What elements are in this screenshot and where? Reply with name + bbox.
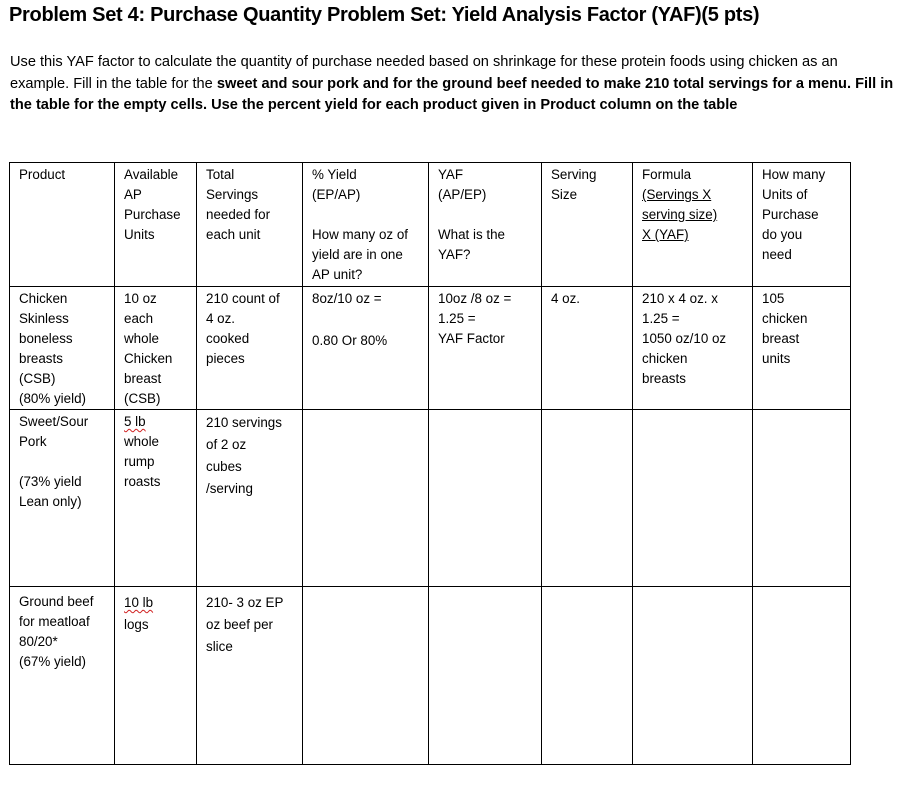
table-row-pork: [10, 410, 851, 587]
pork-formula-cell[interactable]: [633, 410, 753, 587]
chicken-yaf: 10oz /8 oz = 1.25 = YAF Factor: [429, 287, 542, 410]
header-formula: Formula (Servings X serving size) X (YAF): [633, 163, 753, 287]
pork-yaf-cell[interactable]: [429, 410, 542, 587]
yaf-table: [9, 162, 851, 765]
chicken-total-servings: 210 count of 4 oz. cooked pieces: [197, 287, 303, 410]
header-total-servings: Total Servings needed for each unit: [197, 163, 303, 287]
pork-total-servings: 210 servings of 2 oz cubes /serving: [197, 410, 303, 587]
header-yaf: YAF (AP/EP) What is the YAF?: [429, 163, 542, 287]
header-yield: % Yield (EP/AP) How many oz of yield are in one AP unit?: [303, 163, 429, 287]
beef-yaf-cell[interactable]: [429, 587, 542, 765]
table-row-chicken: [10, 287, 851, 410]
header-how-many: How many Units of Purchase do you need: [753, 163, 851, 287]
table-row-beef: [10, 587, 851, 765]
beef-how-many-cell[interactable]: [753, 587, 851, 765]
beef-yield-cell[interactable]: [303, 587, 429, 765]
chicken-ap-units: 10 oz each whole Chicken breast (CSB): [115, 287, 197, 410]
header-ap-units: Available AP Purchase Units: [115, 163, 197, 287]
beef-product: Ground beef for meatloaf 80/20* (67% yield): [10, 587, 115, 765]
pork-product: Sweet/Sour Pork (73% yield Lean only): [10, 410, 115, 587]
chicken-serving-size: 4 oz.: [542, 287, 633, 410]
page-title: Problem Set 4: Purchase Quantity Problem Set: Yield Analysis Factor (YAF)(5 pts): [9, 4, 760, 26]
header-row: [10, 163, 851, 287]
pork-serving-size-cell[interactable]: [542, 410, 633, 587]
pork-how-many-cell[interactable]: [753, 410, 851, 587]
beef-serving-size-cell[interactable]: [542, 587, 633, 765]
chicken-formula: 210 x 4 oz. x 1.25 = 1050 oz/10 oz chicken breasts: [633, 287, 753, 410]
header-serving-size: Serving Size: [542, 163, 633, 287]
instructions-bold: sweet and sour pork and for the ground beef needed to make 210 total servings for a menu. Fill in the table for the empty cells. Use the percent yield for each product given in Product column on the table: [10, 75, 894, 113]
chicken-product: Chicken Skinless boneless breasts (CSB) (80% yield): [10, 287, 115, 410]
beef-ap-units: 10 lb logs: [115, 587, 197, 765]
pork-ap-units: 5 lb whole rump roasts: [115, 410, 197, 587]
beef-total-servings: 210- 3 oz EP oz beef per slice: [197, 587, 303, 765]
instructions: [10, 52, 898, 117]
header-product: Product: [10, 163, 115, 287]
beef-formula-cell[interactable]: [633, 587, 753, 765]
chicken-yield: 8oz/10 oz = 0.80 Or 80%: [303, 287, 429, 410]
pork-yield-cell[interactable]: [303, 410, 429, 587]
instructions-text: Use this YAF factor to calculate the quantity of purchase needed based on shrinkage for these protein foods using chicken as an example. Fill in the table for the: [10, 54, 838, 92]
chicken-how-many: 105 chicken breast units: [753, 287, 851, 410]
